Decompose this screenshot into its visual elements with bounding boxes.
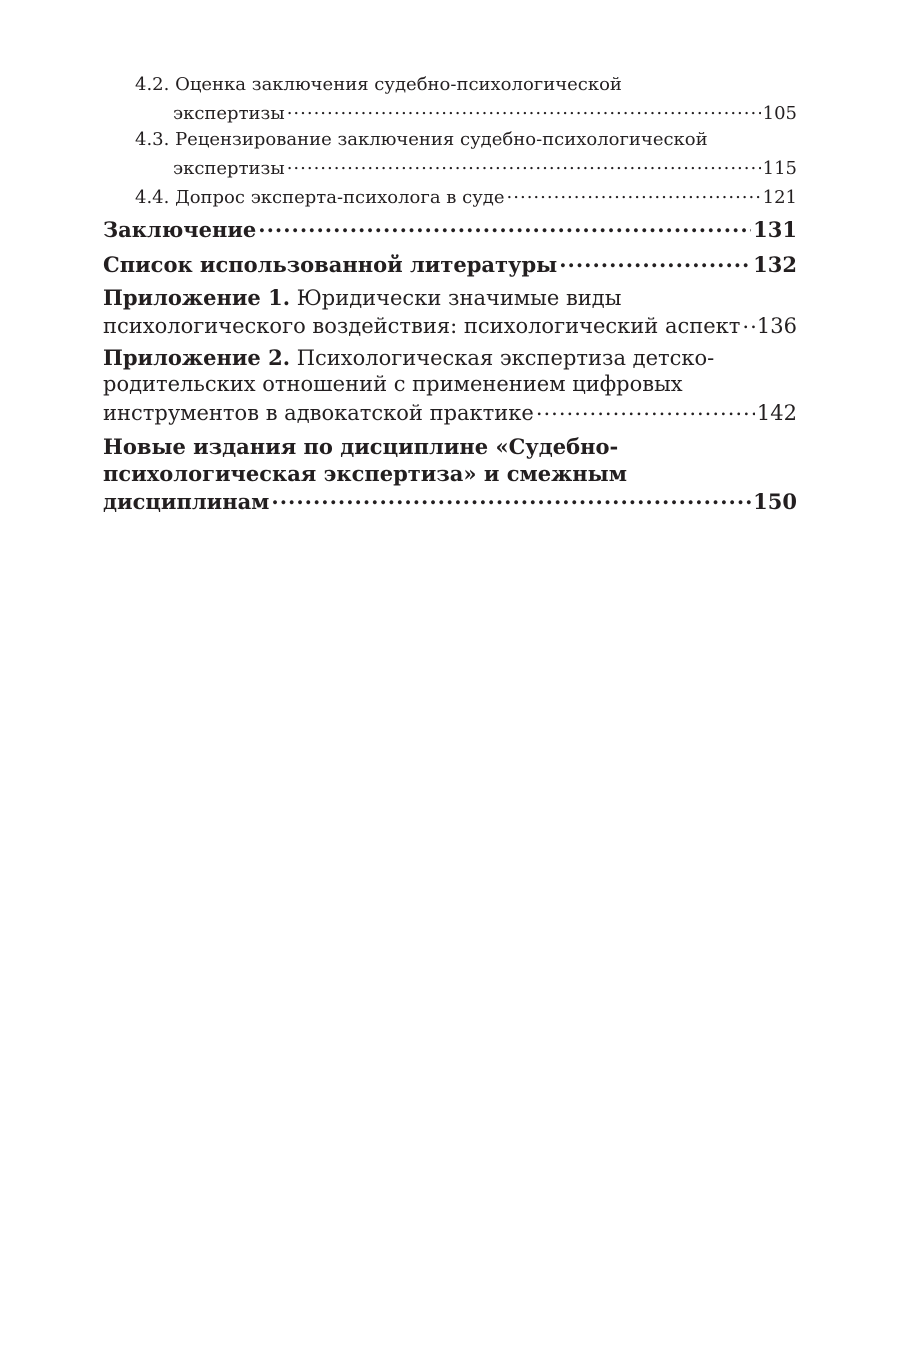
dot-leader	[742, 312, 755, 333]
toc-entry-appendix-1-line2: психологического воздействия: психологический аспект	[103, 314, 741, 338]
toc-entry-4-3-page: 115	[762, 158, 797, 179]
dot-leader	[536, 399, 755, 420]
dot-leader	[271, 488, 751, 509]
toc-entry-4-4-page: 121	[762, 187, 797, 208]
dot-leader	[287, 101, 761, 119]
toc-entry-4-4-title: 4.4. Допрос эксперта-психолога в суде	[135, 187, 505, 208]
appendix-1-title: Юридически значимые виды	[290, 286, 622, 310]
toc-entry-appendix-1[interactable]	[103, 312, 797, 338]
toc-entry-4-2[interactable]	[173, 101, 797, 124]
toc-entry-appendix-2-line3: инструментов в адвокатской практике	[103, 401, 534, 425]
toc-entry-new-editions-page: 150	[753, 489, 797, 514]
toc-entry-4-2-line2: экспертизы	[173, 103, 285, 124]
appendix-2-title: Психологическая экспертиза детско-	[290, 346, 715, 370]
toc-entry-4-2-line1: 4.2. Оценка заключения судебно-психологической	[135, 74, 622, 95]
dot-leader	[287, 156, 761, 174]
toc-entry-conclusion-page: 131	[753, 217, 797, 242]
dot-leader	[507, 185, 761, 203]
toc-entry-appendix-2-line1	[103, 345, 714, 370]
toc-entry-conclusion-title: Заключение	[103, 217, 257, 242]
toc-entry-appendix-1-page: 136	[756, 314, 797, 338]
appendix-2-label: Приложение 2.	[103, 345, 291, 370]
toc-entry-new-editions-line3: дисциплинам	[103, 489, 270, 514]
dot-leader	[258, 216, 751, 237]
toc-entry-4-3[interactable]	[173, 156, 797, 179]
toc-entry-4-4[interactable]	[135, 185, 797, 208]
toc-entry-4-2-page: 105	[762, 103, 797, 124]
toc-entry-4-3-line1: 4.3. Рецензирование заключения судебно-психологической	[135, 129, 708, 150]
toc-entry-bibliography-title: Список использованной литературы	[103, 252, 558, 277]
toc-entry-appendix-2-line2: родительских отношений с применением цифровых	[103, 372, 683, 396]
toc-entry-new-editions[interactable]	[103, 488, 797, 514]
toc-entry-appendix-2[interactable]	[103, 399, 797, 425]
toc-entry-bibliography-page: 132	[753, 252, 797, 277]
toc-entry-bibliography[interactable]	[103, 251, 797, 277]
dot-leader	[559, 251, 751, 272]
toc-entry-new-editions-line1: Новые издания по дисциплине «Судебно-	[103, 434, 619, 459]
toc-entry-4-3-line2: экспертизы	[173, 158, 285, 179]
toc-entry-appendix-1-line1	[103, 285, 621, 310]
appendix-1-label: Приложение 1.	[103, 285, 291, 310]
toc-entry-conclusion[interactable]	[103, 216, 797, 242]
toc-entry-new-editions-line2: психологическая экспертиза» и смежным	[103, 461, 627, 486]
toc-entry-appendix-2-page: 142	[756, 401, 797, 425]
